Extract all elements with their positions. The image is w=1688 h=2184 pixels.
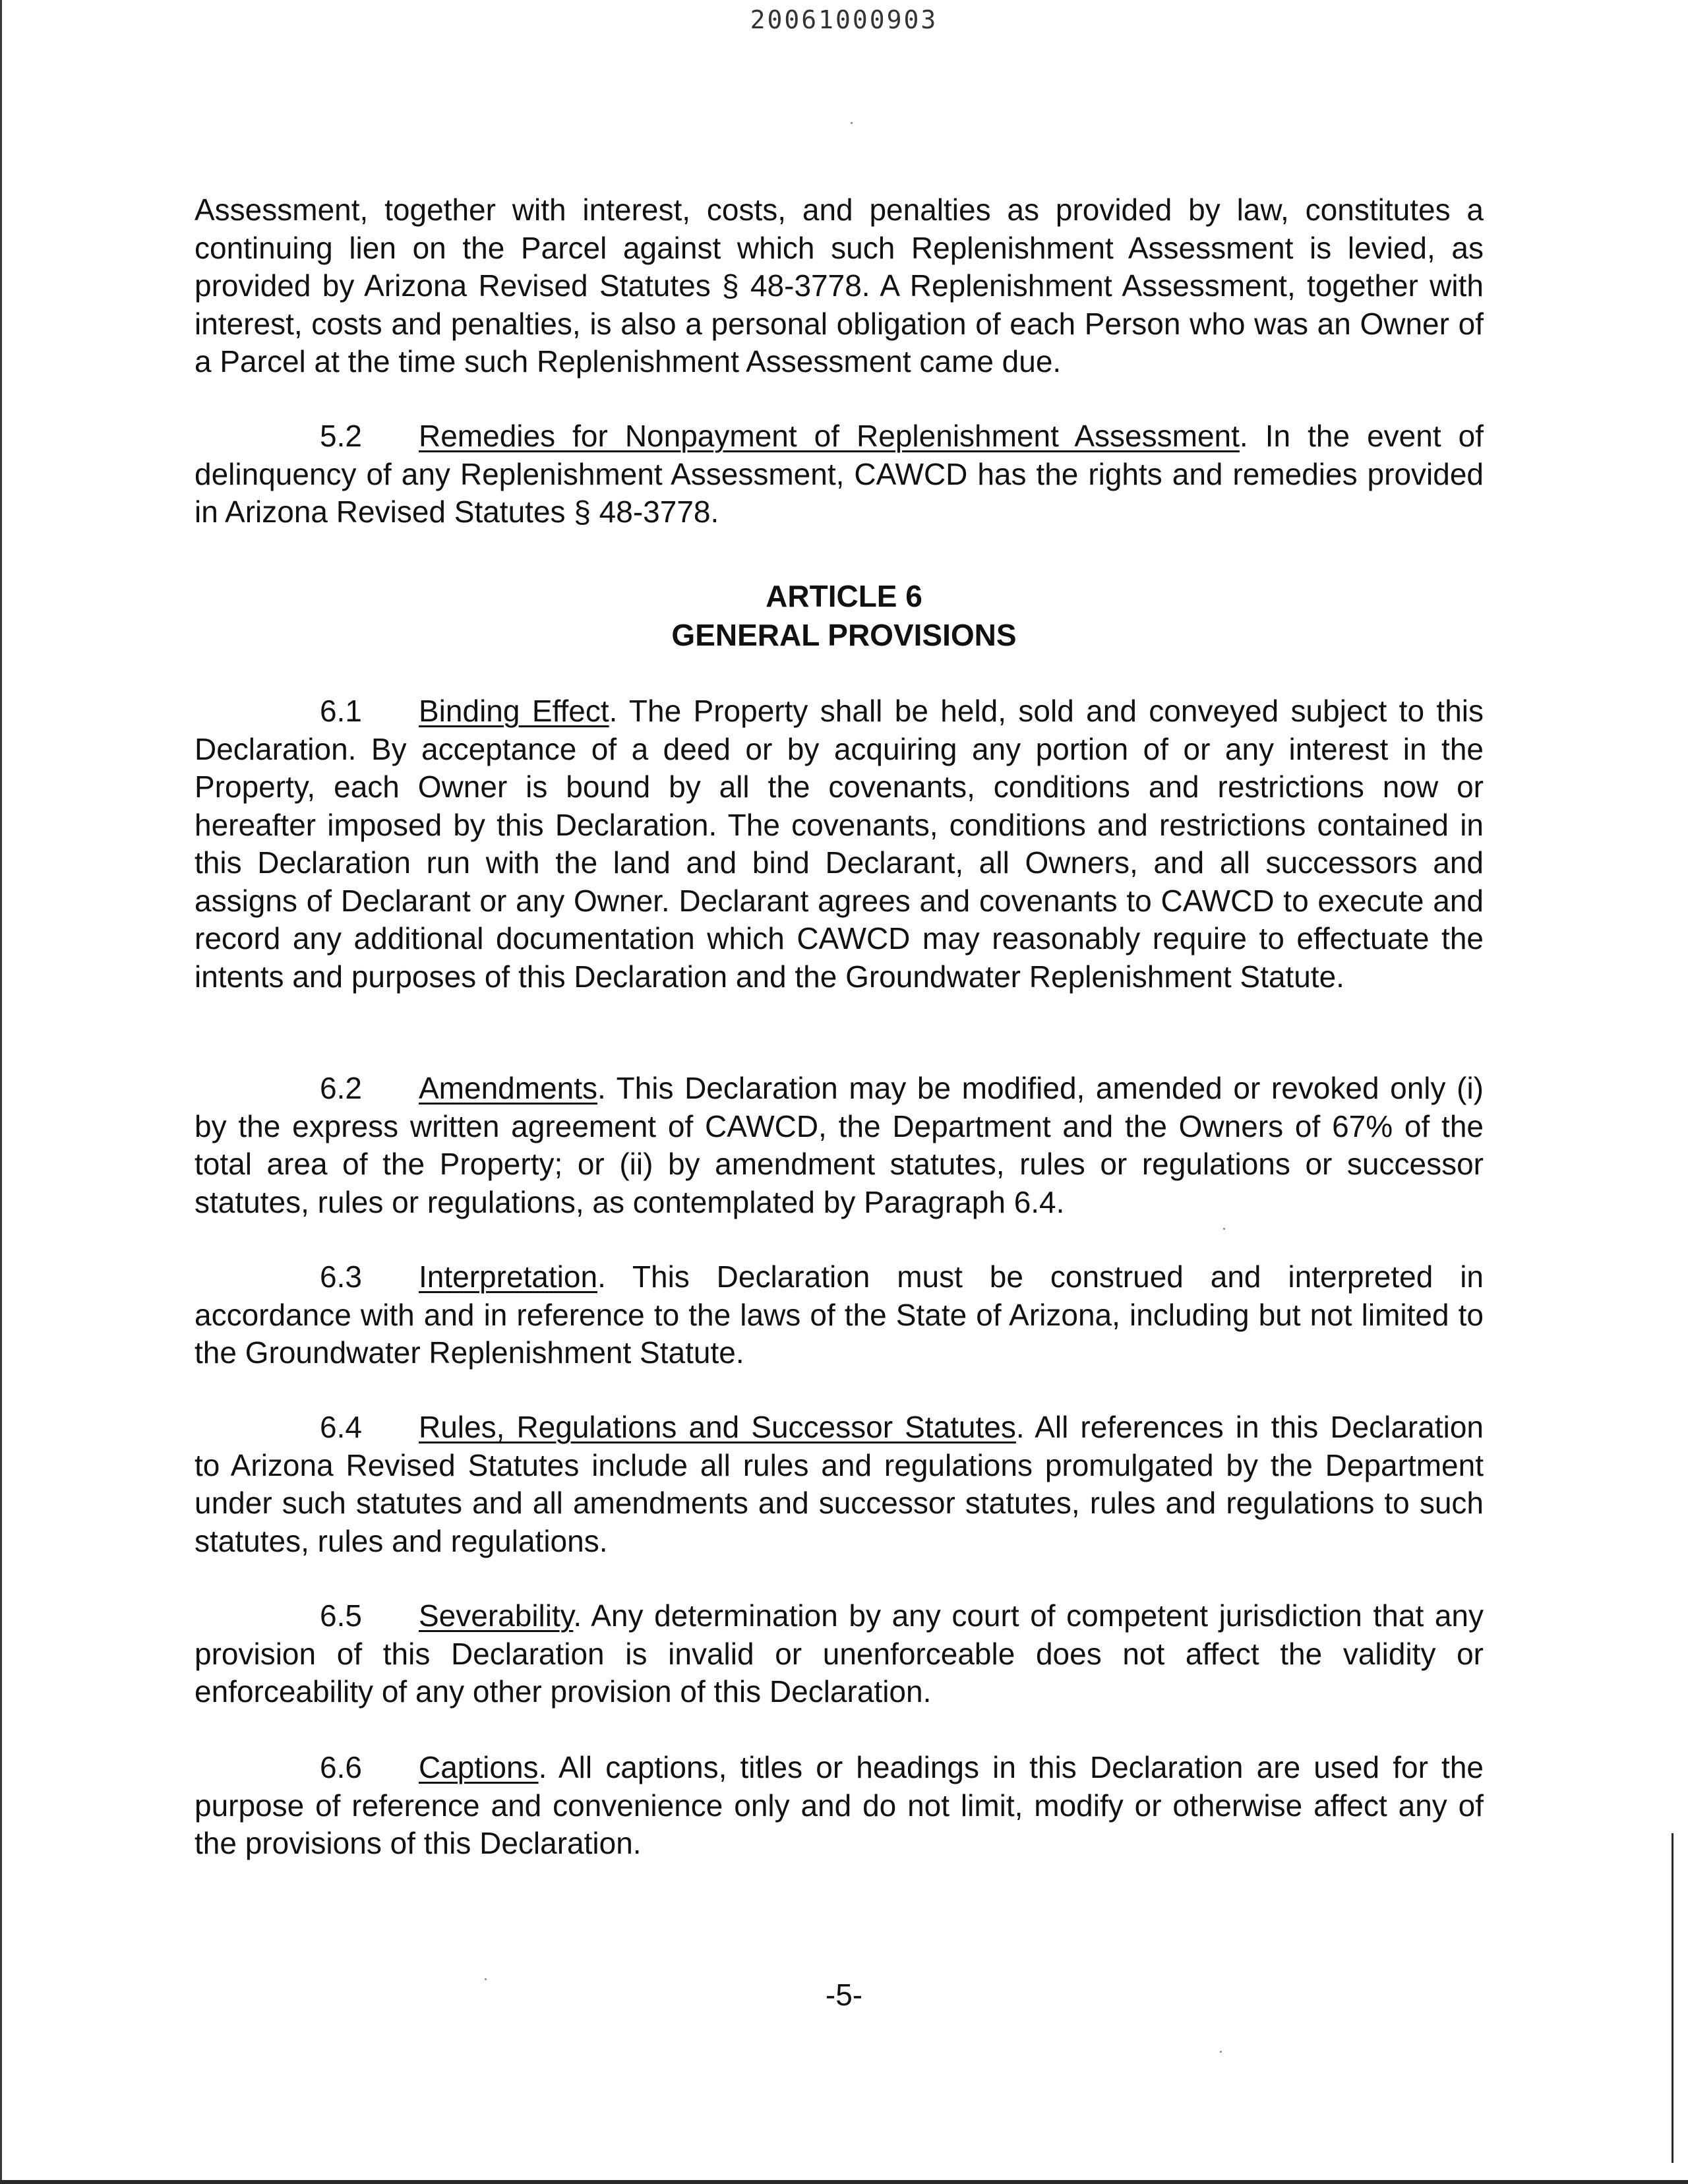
section-6-4	[195, 1409, 1484, 1560]
section-title: Remedies for Nonpayment of Replenishment Assessment	[419, 419, 1240, 453]
scan-edge-bottom	[0, 2180, 1688, 2184]
scan-speck	[1223, 1228, 1225, 1230]
section-6-1	[195, 692, 1484, 996]
article-number: ARTICLE 6	[766, 579, 922, 613]
paragraph-continuation: Assessment, together with interest, costs, and penalties as provided by law, constitutes a continuing lien on the Parcel against which such Replenishment Assessment is levied, as provided by Arizona Revised Statutes § 48-3778. A Replenishment Assessment, together with interest, costs and penalties, is also a personal obligation of each Person who was an Owner of a Parcel at the time such Replenishment Assessment came due.	[195, 193, 1484, 379]
section-number: 6.4	[320, 1410, 362, 1444]
scan-speck	[1220, 2051, 1222, 2053]
section-6-2	[195, 1070, 1484, 1221]
document-number: 20061000903	[750, 5, 938, 34]
section-number: 5.2	[320, 419, 362, 453]
section-title: Rules, Regulations and Successor Statutes	[419, 1410, 1016, 1444]
section-title: Binding Effect	[419, 694, 609, 728]
scan-speck	[485, 1978, 487, 1980]
section-title: Captions	[419, 1750, 539, 1784]
section-number: 6.6	[320, 1750, 362, 1784]
scan-speck	[851, 122, 853, 124]
section-5-2	[195, 417, 1484, 531]
article-title: GENERAL PROVISIONS	[671, 618, 1017, 652]
section-text: . All captions, titles or headings in this Declaration are used for the purpose of reference and convenience only and do not limit, modify or otherwise affect any of the provisions of this Declaration.	[195, 1750, 1484, 1860]
section-number: 6.3	[320, 1259, 362, 1294]
section-text: . This Declaration may be modified, amended or revoked only (i) by the express written agreement of CAWCD, the Department and the Owners of 67% of the total area of the Property; or (ii) by amendment statutes, rules or regulations or successor statutes, rules or regulations, as contemplated by Paragraph 6.4.	[195, 1071, 1484, 1219]
page-number: -5-	[825, 1978, 863, 2012]
section-6-3	[195, 1258, 1484, 1372]
section-text: . All references in this Declaration to Arizona Revised Statutes include all rules and regulations promulgated by the Department under such statutes and all amendments and successor statutes, rules and regulations to such statutes, rules and regulations.	[195, 1410, 1484, 1558]
section-title: Interpretation	[419, 1259, 598, 1294]
section-number: 6.5	[320, 1598, 362, 1633]
section-title: Amendments	[419, 1071, 598, 1105]
section-number: 6.1	[320, 694, 362, 728]
section-title: Severability	[419, 1598, 574, 1633]
section-text: . Any determination by any court of competent jurisdiction that any provision of this Declaration is invalid or unenforceable does not affect the validity or enforceability of any other provision of this Declaration.	[195, 1598, 1484, 1709]
section-text: . This Declaration must be construed and interpreted in accordance with and in reference to the laws of the State of Arizona, including but not limited to the Groundwater Replenishment Statute.	[195, 1259, 1484, 1370]
article-heading	[0, 577, 1688, 655]
scan-edge-left	[0, 0, 2, 2184]
section-6-5	[195, 1597, 1484, 1711]
section-6-6	[195, 1749, 1484, 1863]
section-text: . In the event of delinquency of any Replenishment Assessment, CAWCD has the rights and remedies provided in Arizona Revised Statutes § 48-3778.	[195, 419, 1484, 529]
section-number: 6.2	[320, 1071, 362, 1105]
section-text: . The Property shall be held, sold and conveyed subject to this Declaration. By acceptance of a deed or by acquiring any portion of or any interest in the Property, each Owner is bound by all the covenants, conditions and restrictions now or hereafter imposed by this Declaration. The covenants, conditions and restrictions contained in this Declaration run with the land and bind Declarant, all Owners, and all successors and assigns of Declarant or any Owner. Declarant agrees and covenants to CAWCD to execute and record any additional documentation which CAWCD may reasonably require to effectuate the intents and purposes of this Declaration and the Groundwater Replenishment Statute.	[195, 694, 1484, 994]
